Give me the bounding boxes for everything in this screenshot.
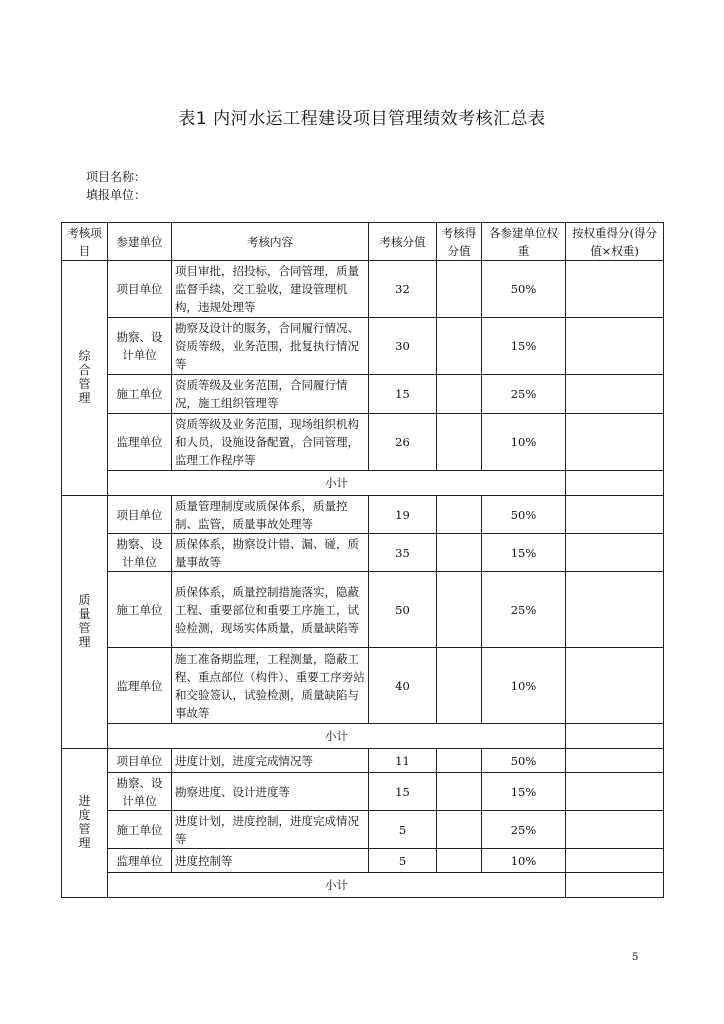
weighted-cell <box>566 534 664 572</box>
score-cell: 5 <box>369 849 437 873</box>
got-cell <box>437 572 482 648</box>
header-item: 考核项目 <box>62 223 108 261</box>
got-cell <box>437 414 482 471</box>
subtotal-row <box>62 471 664 496</box>
table-row <box>62 375 664 414</box>
weighted-cell <box>566 849 664 873</box>
got-cell <box>437 849 482 873</box>
subtotal-value <box>566 724 664 749</box>
header-content: 考核内容 <box>172 223 369 261</box>
score-cell: 30 <box>369 318 437 375</box>
weight-cell: 50% <box>482 749 566 773</box>
got-cell <box>437 648 482 724</box>
weight-cell: 25% <box>482 572 566 648</box>
table-row <box>62 811 664 849</box>
table-row <box>62 496 664 534</box>
content-cell: 资质等级及业务范围，现场组织机构和人员，设施设备配置，合同管理，监理工作程序等 <box>172 414 369 471</box>
weight-cell: 25% <box>482 375 566 414</box>
subtotal-value <box>566 471 664 496</box>
content-cell: 进度计划，进度控制，进度完成情况等 <box>172 811 369 849</box>
content-cell: 进度计划，进度完成情况等 <box>172 749 369 773</box>
weight-cell: 10% <box>482 648 566 724</box>
unit-cell: 施工单位 <box>108 375 172 414</box>
page-title: 表1 内河水运工程建设项目管理绩效考核汇总表 <box>178 109 546 129</box>
content-cell: 勘察进度、设计进度等 <box>172 773 369 811</box>
got-cell <box>437 749 482 773</box>
weight-cell: 10% <box>482 849 566 873</box>
weight-cell: 10% <box>482 414 566 471</box>
weighted-cell <box>566 648 664 724</box>
unit-cell: 项目单位 <box>108 749 172 773</box>
section-name: 综合管理 <box>62 261 108 496</box>
weighted-cell <box>566 375 664 414</box>
table-row <box>62 773 664 811</box>
score-cell: 40 <box>369 648 437 724</box>
table-row <box>62 534 664 572</box>
got-cell <box>437 318 482 375</box>
content-cell: 进度控制等 <box>172 849 369 873</box>
unit-cell: 项目单位 <box>108 496 172 534</box>
header-got: 考核得分值 <box>437 223 482 261</box>
unit-cell: 监理单位 <box>108 849 172 873</box>
got-cell <box>437 261 482 318</box>
unit-cell: 勘察、设计单位 <box>108 773 172 811</box>
table-row <box>62 318 664 375</box>
page-number: 5 <box>632 952 639 963</box>
weighted-cell <box>566 318 664 375</box>
subtotal-row <box>62 724 664 749</box>
score-cell: 19 <box>369 496 437 534</box>
header-score: 考核分值 <box>369 223 437 261</box>
project-name-label: 项目名称： <box>86 170 147 184</box>
unit-cell: 项目单位 <box>108 261 172 318</box>
unit-cell: 监理单位 <box>108 648 172 724</box>
content-cell: 质量管理制度或质保体系，质量控制、监管，质量事故处理等 <box>172 496 369 534</box>
score-cell: 35 <box>369 534 437 572</box>
score-cell: 50 <box>369 572 437 648</box>
weight-cell: 15% <box>482 534 566 572</box>
content-cell: 资质等级及业务范围，合同履行情况，施工组织管理等 <box>172 375 369 414</box>
weight-cell: 50% <box>482 496 566 534</box>
score-cell: 15 <box>369 773 437 811</box>
weighted-cell <box>566 261 664 318</box>
weighted-cell <box>566 572 664 648</box>
weighted-cell <box>566 414 664 471</box>
content-cell: 施工准备期监理，工程测量，隐蔽工程、重点部位（构件）、重要工序旁站和交验签认，试验检测，质量缺陷与事故等 <box>172 648 369 724</box>
weight-cell: 25% <box>482 811 566 849</box>
unit-cell: 施工单位 <box>108 811 172 849</box>
got-cell <box>437 534 482 572</box>
subtotal-label: 小计 <box>108 724 566 749</box>
content-cell: 项目审批，招投标，合同管理，质量监督手续，交工验收，建设管理机构，违规处理等 <box>172 261 369 318</box>
content-cell: 质保体系，勘察设计错、漏、碰，质量事故等 <box>172 534 369 572</box>
score-cell: 5 <box>369 811 437 849</box>
unit-cell: 勘察、设计单位 <box>108 534 172 572</box>
table-row <box>62 414 664 471</box>
header-weighted: 按权重得分(得分值×权重) <box>566 223 664 261</box>
score-cell: 26 <box>369 414 437 471</box>
got-cell <box>437 773 482 811</box>
content-cell: 勘察及设计的服务，合同履行情况、资质等级，业务范围，批复执行情况等 <box>172 318 369 375</box>
weighted-cell <box>566 496 664 534</box>
weight-cell: 15% <box>482 318 566 375</box>
subtotal-row <box>62 873 664 898</box>
score-cell: 32 <box>369 261 437 318</box>
score-cell: 11 <box>369 749 437 773</box>
weight-cell: 15% <box>482 773 566 811</box>
header-unit: 参建单位 <box>108 223 172 261</box>
weighted-cell <box>566 749 664 773</box>
subtotal-label: 小计 <box>108 471 566 496</box>
got-cell <box>437 811 482 849</box>
unit-cell: 施工单位 <box>108 572 172 648</box>
unit-cell: 勘察、设计单位 <box>108 318 172 375</box>
subtotal-value <box>566 873 664 898</box>
weight-cell: 50% <box>482 261 566 318</box>
summary-table <box>61 222 664 898</box>
weighted-cell <box>566 773 664 811</box>
unit-cell: 监理单位 <box>108 414 172 471</box>
subtotal-label: 小计 <box>108 873 566 898</box>
table-row <box>62 648 664 724</box>
table-row <box>62 749 664 773</box>
report-unit-label: 填报单位： <box>86 188 147 202</box>
score-cell: 15 <box>369 375 437 414</box>
header-weight: 各参建单位权重 <box>482 223 566 261</box>
table-row <box>62 572 664 648</box>
got-cell <box>437 375 482 414</box>
table-row <box>62 849 664 873</box>
header-row <box>62 223 664 261</box>
got-cell <box>437 496 482 534</box>
weighted-cell <box>566 811 664 849</box>
section-name: 质量管理 <box>62 496 108 749</box>
section-name: 进度管理 <box>62 749 108 898</box>
content-cell: 质保体系，质量控制措施落实，隐蔽工程、重要部位和重要工序施工，试验检测，现场实体质量，质量缺陷等 <box>172 572 369 648</box>
table-row <box>62 261 664 318</box>
